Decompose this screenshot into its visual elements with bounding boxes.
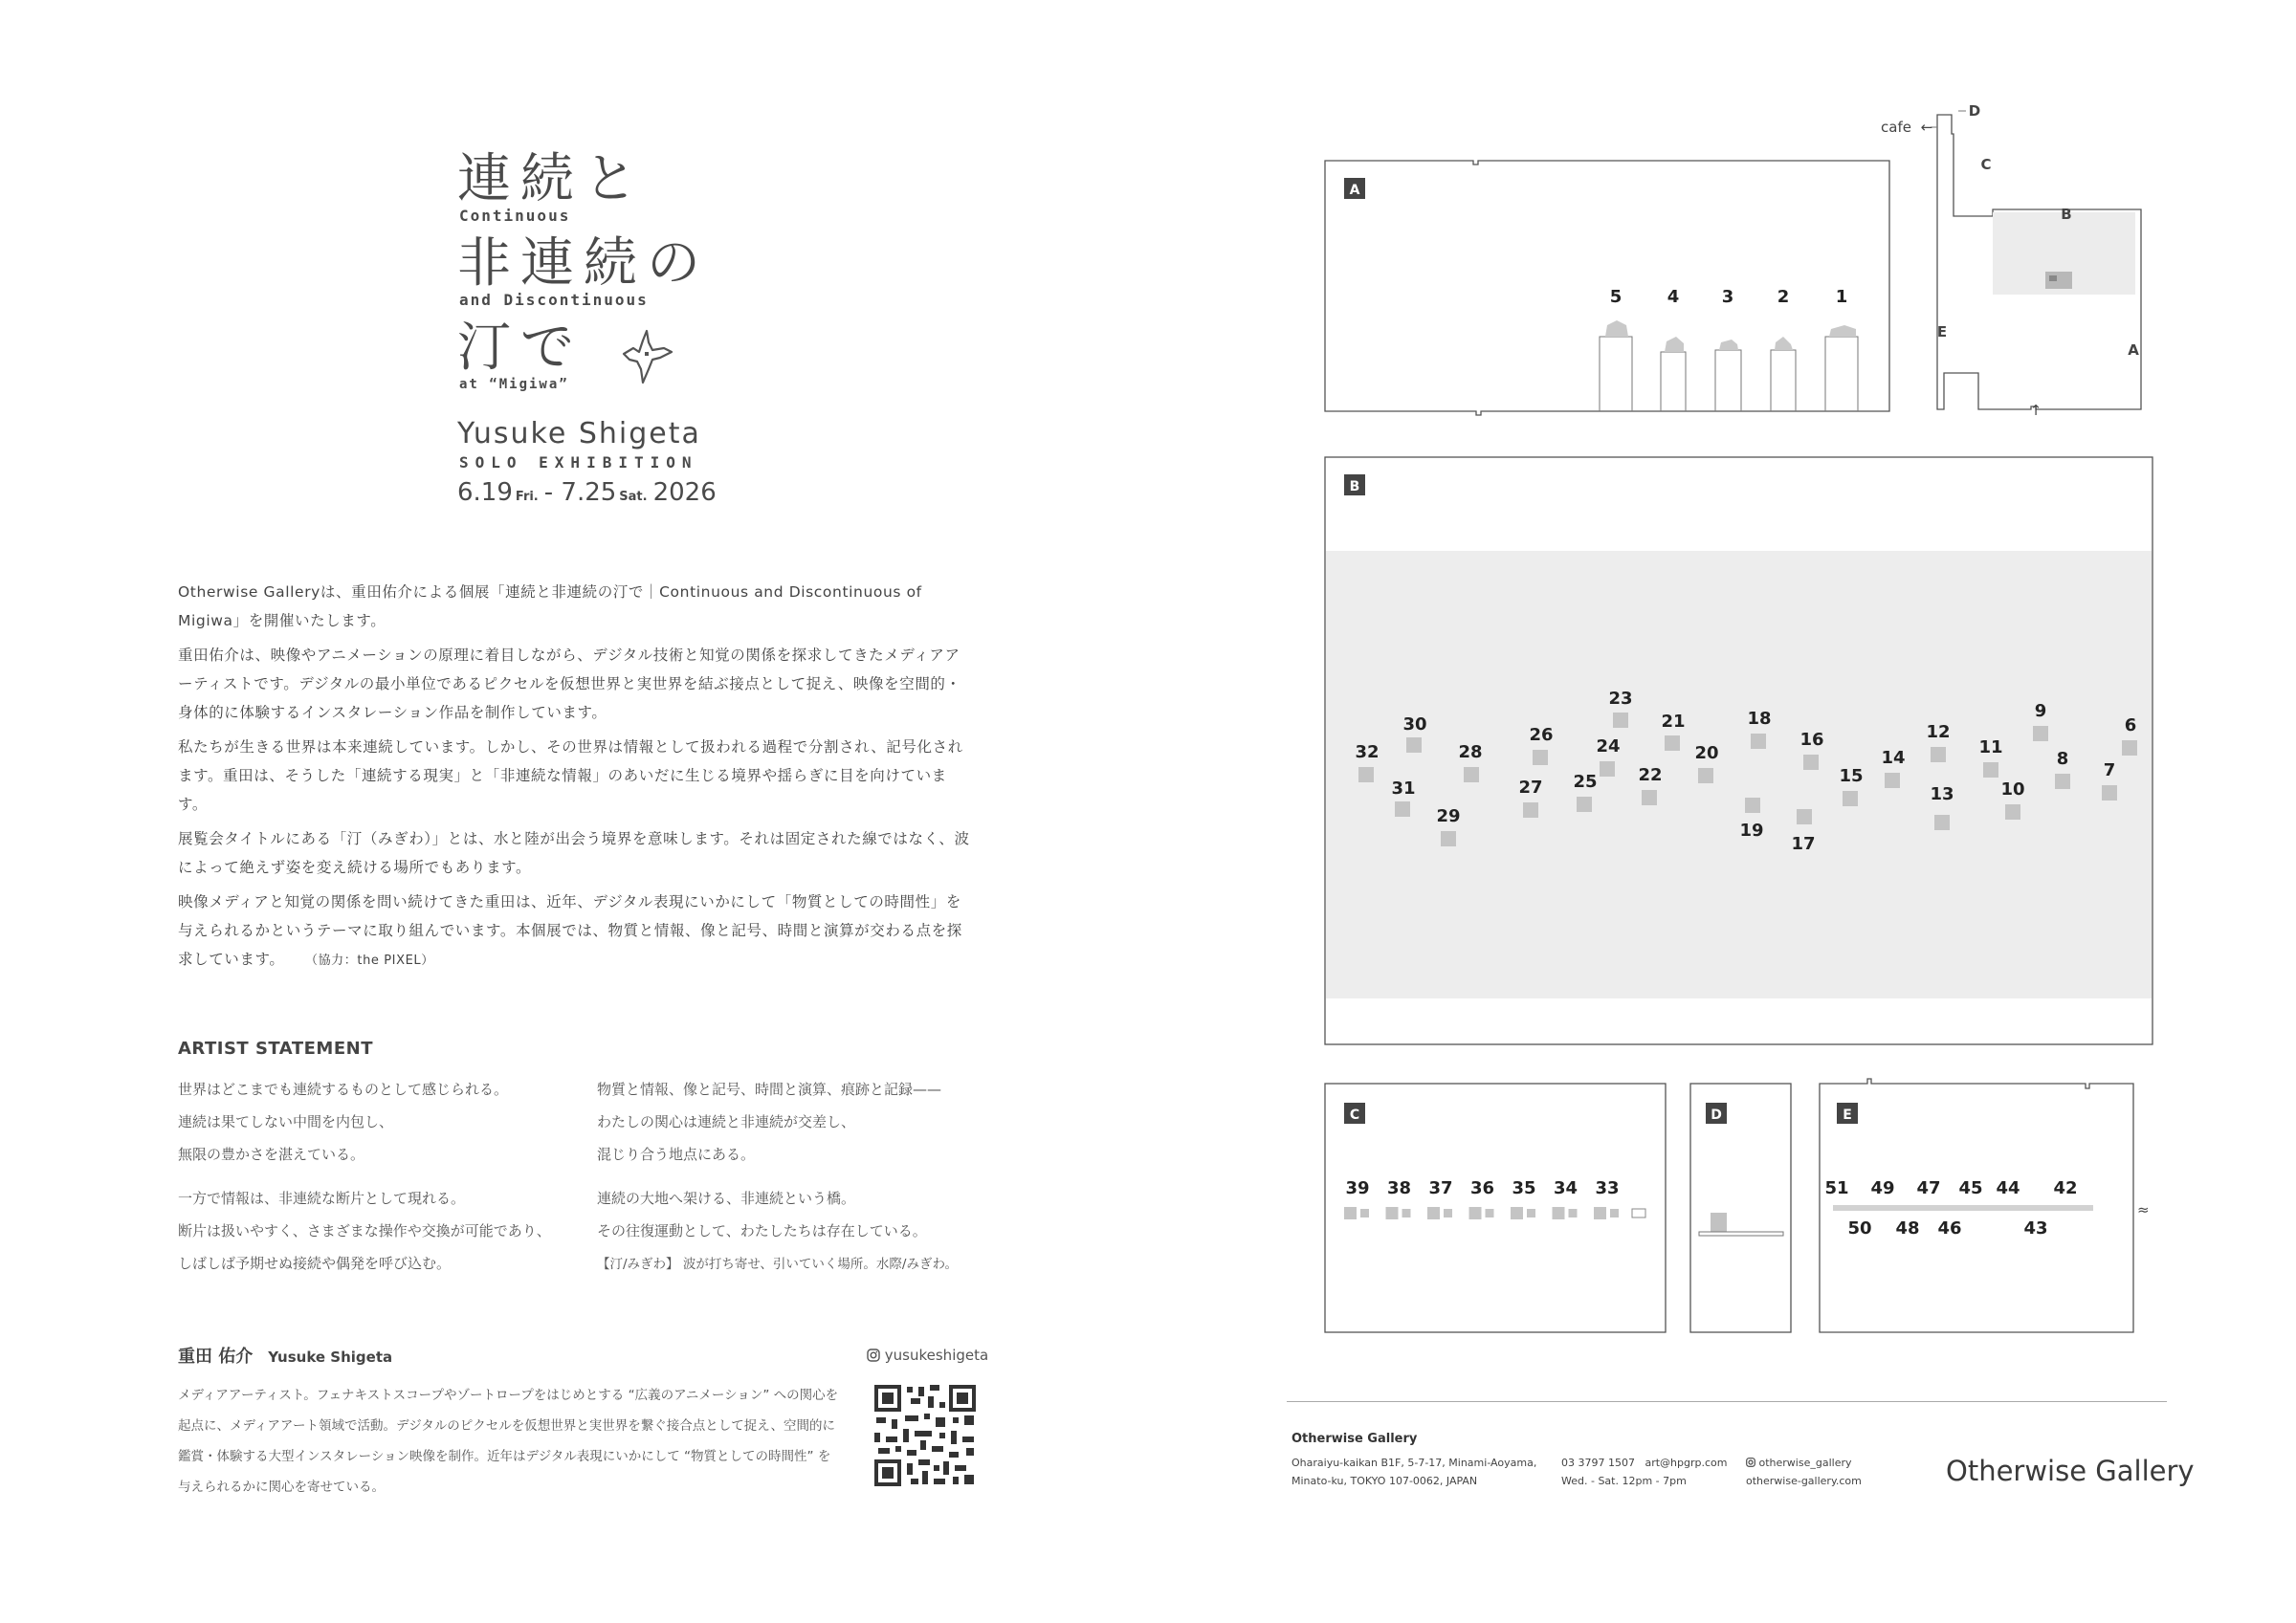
footer-divider (1287, 1401, 2167, 1402)
work-number: 43 (2023, 1218, 2048, 1239)
date-end: 7.25 (561, 478, 617, 507)
statement-line: 混じり合う地点にある。 (597, 1146, 756, 1163)
work-block (1469, 1207, 1482, 1219)
work-number: 39 (1345, 1178, 1370, 1198)
work-block (1934, 815, 1950, 830)
work-block (1553, 1207, 1565, 1219)
footer-website[interactable]: otherwise-gallery.com (1746, 1475, 1862, 1487)
work-block (1569, 1209, 1578, 1217)
work-number: 6 (2124, 715, 2137, 735)
footer-address-line1: Oharaiyu-kaikan B1F, 5-7-17, Minami-Aoyama, (1292, 1457, 1537, 1469)
work-block (2122, 740, 2137, 756)
work-number: 46 (1937, 1218, 1962, 1239)
work-block (1642, 790, 1657, 805)
work-block (1931, 747, 1946, 762)
work-number: 31 (1391, 779, 1416, 799)
work-number: 47 (1916, 1178, 1941, 1198)
work-number: 5 (1609, 287, 1623, 307)
work-number: 33 (1595, 1178, 1620, 1198)
intro-paragraph: Otherwise Galleryは、重田佑介による個展「連続と非連続の汀で｜Continuous and Discontinuous of Migiwa」を開催いたします。 (178, 583, 922, 629)
work-number: 42 (2053, 1178, 2078, 1198)
work-block (1464, 767, 1479, 782)
artist-instagram-handle: yusukeshigeta (884, 1347, 989, 1364)
bio-name-jp: 重田 佑介 (178, 1347, 254, 1367)
gallery-logo: Otherwise Gallery (1946, 1455, 2195, 1487)
work-number: 12 (1926, 722, 1951, 742)
work-number: 10 (2000, 779, 2025, 800)
work-block (1751, 734, 1766, 749)
statement-line: 世界はどこまでも連続するものとして感じられる。 (178, 1081, 509, 1098)
room-e-label: E (1843, 1108, 1852, 1123)
statement-line: 連続は果てしない中間を内包し、 (178, 1113, 394, 1130)
work-block (1803, 755, 1819, 770)
statement-line: 連続の大地へ架ける、非連続という橋。 (597, 1190, 856, 1207)
work-number: 25 (1573, 772, 1598, 792)
artist-name: Yusuke Shigeta (457, 417, 701, 450)
bio-line: 起点に、メディアアート領域で活動。デジタルのピクセルを仮想世界と実世界を繋ぐ接合点として捉え、空間的に (178, 1418, 836, 1434)
work-number: 17 (1791, 834, 1816, 854)
work-number: 20 (1694, 743, 1719, 763)
work-number: 37 (1428, 1178, 1453, 1198)
room-c-outline (1325, 1084, 1666, 1332)
work-block (1527, 1209, 1535, 1217)
wave-icon: ≈ (2137, 1201, 2150, 1218)
statement-line: しばしば予期せぬ接続や偶発を呼び込む。 (178, 1255, 452, 1272)
entrance-arrow: ↑ (2029, 402, 2042, 419)
title-line1-en: Continuous (459, 207, 571, 225)
bio-name-en: Yusuke Shigeta (268, 1349, 393, 1366)
date-start: 6.19 (457, 478, 513, 507)
statement-line: わたしの関心は連続と非連続が交差し、 (597, 1113, 856, 1130)
work-block (1486, 1209, 1494, 1217)
statement-heading: ARTIST STATEMENT (178, 1039, 373, 1059)
work-block (1983, 762, 1998, 778)
work-number: 27 (1518, 778, 1543, 798)
room-d-bench (1699, 1232, 1783, 1236)
cafe-label: cafe (1881, 119, 1911, 136)
room-a-label: A (1349, 183, 1360, 198)
work-block (1632, 1209, 1645, 1217)
work-number: 4 (1667, 287, 1680, 307)
instagram-icon (1746, 1458, 1755, 1467)
date-sep: - (543, 478, 554, 507)
work-block (2102, 785, 2117, 801)
room-d-work (1711, 1213, 1727, 1232)
title-line2-en: and Discontinuous (459, 291, 649, 309)
work-number: 32 (1355, 742, 1380, 762)
footer-address (1292, 1454, 1536, 1490)
room-a-outline (1325, 161, 1889, 415)
bio-line: 与えられるかに関心を寄せている。 (178, 1480, 385, 1495)
footer-instagram-handle: otherwise_gallery (1758, 1457, 1852, 1469)
room-b-label: B (1349, 479, 1360, 494)
work-number: 2 (1777, 287, 1790, 307)
work-block (1386, 1207, 1399, 1219)
work-block (1698, 768, 1713, 783)
footer-phone: 03 3797 1507 (1561, 1457, 1635, 1469)
work-block (1395, 801, 1410, 817)
work-number: 38 (1386, 1178, 1412, 1198)
work-block (1427, 1207, 1440, 1219)
work-number: 36 (1469, 1178, 1495, 1198)
work-block (1885, 773, 1900, 788)
work-number: 1 (1835, 287, 1848, 307)
work-number: 45 (1958, 1178, 1983, 1198)
room-c-works (1344, 1178, 1645, 1219)
overview-plan (1881, 102, 2141, 419)
bio-line: メディアアーティスト。フェナキストスコープやゾートロープをはじめとする “広義のアニメーション” への関心を (178, 1388, 839, 1403)
footer-gallery-name: Otherwise Gallery (1292, 1432, 1418, 1446)
bio-line: 鑑賞・体験する大型インスタレーション映像を制作。近年はデジタル表現にいかにして “物質としての時間性” を (178, 1449, 831, 1464)
date-start-day: Fri. (515, 490, 539, 504)
work-number: 22 (1638, 765, 1663, 785)
title-line1-jp: 連続と (457, 148, 647, 210)
overview-label-c: C (1980, 156, 1992, 173)
work-block (1843, 791, 1858, 806)
title-line3-en: at “Migiwa” (459, 377, 569, 392)
work-block (1745, 798, 1760, 813)
statement-line: 断片は扱いやすく、さまざまな操作や交換が可能であり、 (178, 1222, 551, 1239)
room-d-outline (1690, 1084, 1791, 1332)
date-year: 2026 (652, 478, 717, 507)
footer-email[interactable]: art@hpgrp.com (1645, 1457, 1728, 1469)
work-block (1360, 1209, 1369, 1217)
work-number: 7 (2103, 760, 2116, 780)
work-block (1344, 1207, 1357, 1219)
work-number: 15 (1839, 766, 1864, 786)
room-b-floor (1326, 551, 2152, 998)
intro-paragraph: 重田佑介は、映像やアニメーションの原理に着目しながら、デジタル技術と知覚の関係を探求してきたメディアアーティストです。デジタルの最小単位であるピクセルを仮想世界と実世界を結ぶ接点として捉え、映像を空間的・身体的に体験するインスタレーション作品を制作しています。 (178, 647, 961, 721)
room-c-label: C (1349, 1108, 1360, 1123)
work-block (2005, 804, 2020, 820)
work-number: 48 (1895, 1218, 1920, 1239)
statement-line: 一方で情報は、非連続な断片として現れる。 (178, 1190, 466, 1207)
work-block (1600, 761, 1615, 777)
work-number: 8 (2056, 749, 2069, 769)
work-block (1358, 767, 1374, 782)
work-number: 28 (1458, 742, 1483, 762)
work-block (1665, 735, 1680, 751)
overview-label-a: A (2128, 341, 2139, 359)
footer-hours: Wed. - Sat. 12pm - 7pm (1561, 1475, 1687, 1487)
work-number: 11 (1978, 737, 2003, 757)
work-number: 35 (1512, 1178, 1536, 1198)
footer-address-line2: Minato-ku, TOKYO 107-0062, JAPAN (1292, 1475, 1478, 1487)
work-number: 19 (1739, 821, 1764, 841)
work-block (2055, 774, 2070, 789)
footer-contact (1561, 1454, 1728, 1490)
work-number: 29 (1436, 806, 1461, 826)
work-number: 16 (1799, 730, 1824, 750)
work-block (1523, 802, 1538, 818)
work-block (1406, 737, 1422, 753)
work-number: 30 (1402, 714, 1427, 735)
work-number: 51 (1824, 1178, 1849, 1198)
work-number: 3 (1721, 287, 1734, 307)
statement-line: その往復運動として、わたしたちは存在している。 (597, 1222, 927, 1239)
cafe-arrow: ← (1920, 119, 1933, 136)
solo-exhibition: SOLO EXHIBITION (459, 453, 698, 472)
work-number: 21 (1661, 712, 1686, 732)
overview-label-d: D (1968, 102, 1981, 120)
work-number: 14 (1881, 748, 1906, 768)
work-number: 34 (1553, 1178, 1578, 1198)
work-number: 49 (1870, 1178, 1895, 1198)
room-d-label: D (1711, 1108, 1722, 1123)
work-number: 50 (1847, 1218, 1872, 1239)
room-e-work-strip (1833, 1205, 2093, 1211)
overview-label-e: E (1936, 323, 1948, 340)
overview-label-b: B (2061, 206, 2072, 223)
work-number: 9 (2034, 701, 2047, 721)
statement-note: 【汀/みぎわ】 波が打ち寄せ、引いていく場所。水際/みぎわ。 (597, 1257, 958, 1272)
work-number: 44 (1996, 1178, 2020, 1198)
statement-line: 無限の豊かさを湛えている。 (178, 1146, 365, 1163)
work-block (1402, 1209, 1411, 1217)
work-block (1613, 713, 1628, 728)
work-number: 23 (1608, 689, 1633, 709)
work-block (1511, 1207, 1523, 1219)
credit: （協力：the PIXEL） (311, 954, 434, 968)
work-block (1594, 1207, 1606, 1219)
title-line3-jp: 汀で (457, 317, 584, 379)
intro-paragraph: 展覧会タイトルにある「汀（みぎわ）」とは、水と陸が出会う境界を意味します。それは固定された線ではなく、波によって絶えず姿を変え続ける場所でもあります。 (178, 830, 970, 876)
statement-line: 物質と情報、像と記号、時間と演算、痕跡と記録—— (597, 1081, 942, 1098)
room-a-pedestals (1600, 320, 1858, 411)
work-block (1577, 797, 1592, 812)
work-block (1441, 831, 1456, 846)
work-number: 24 (1596, 736, 1621, 757)
work-block (1444, 1209, 1452, 1217)
date-end-day: Sat. (619, 490, 648, 504)
work-block (1610, 1209, 1619, 1217)
room-a-work-numbers (1610, 287, 1848, 307)
work-block (1797, 809, 1812, 824)
work-block (2033, 726, 2048, 741)
footer-links (1746, 1454, 1862, 1490)
work-number: 26 (1529, 725, 1554, 745)
work-number: 18 (1747, 709, 1772, 729)
intro-paragraph: 私たちが生きる世界は本来連続しています。しかし、その世界は情報として扱われる過程で分割され、記号化されます。重田は、そうした「連続する現実」と「非連続な情報」のあいだに生じる境界や揺らぎに目を向けています。 (178, 738, 963, 813)
work-number: 13 (1930, 784, 1954, 804)
work-block (1533, 750, 1548, 765)
intro-paragraph-text: 映像メディアと知覚の関係を問い続けてきた重田は、近年、デジタル表現にいかにして「物質としての時間性」を与えられるかというテーマに取り組んでいます。本個展では、物質と情報、像と記号、時間と演算が交わる点を探求しています。 (178, 893, 962, 968)
title-line2-jp: 非連続の (457, 232, 710, 295)
footer-instagram[interactable] (1746, 1454, 1862, 1472)
